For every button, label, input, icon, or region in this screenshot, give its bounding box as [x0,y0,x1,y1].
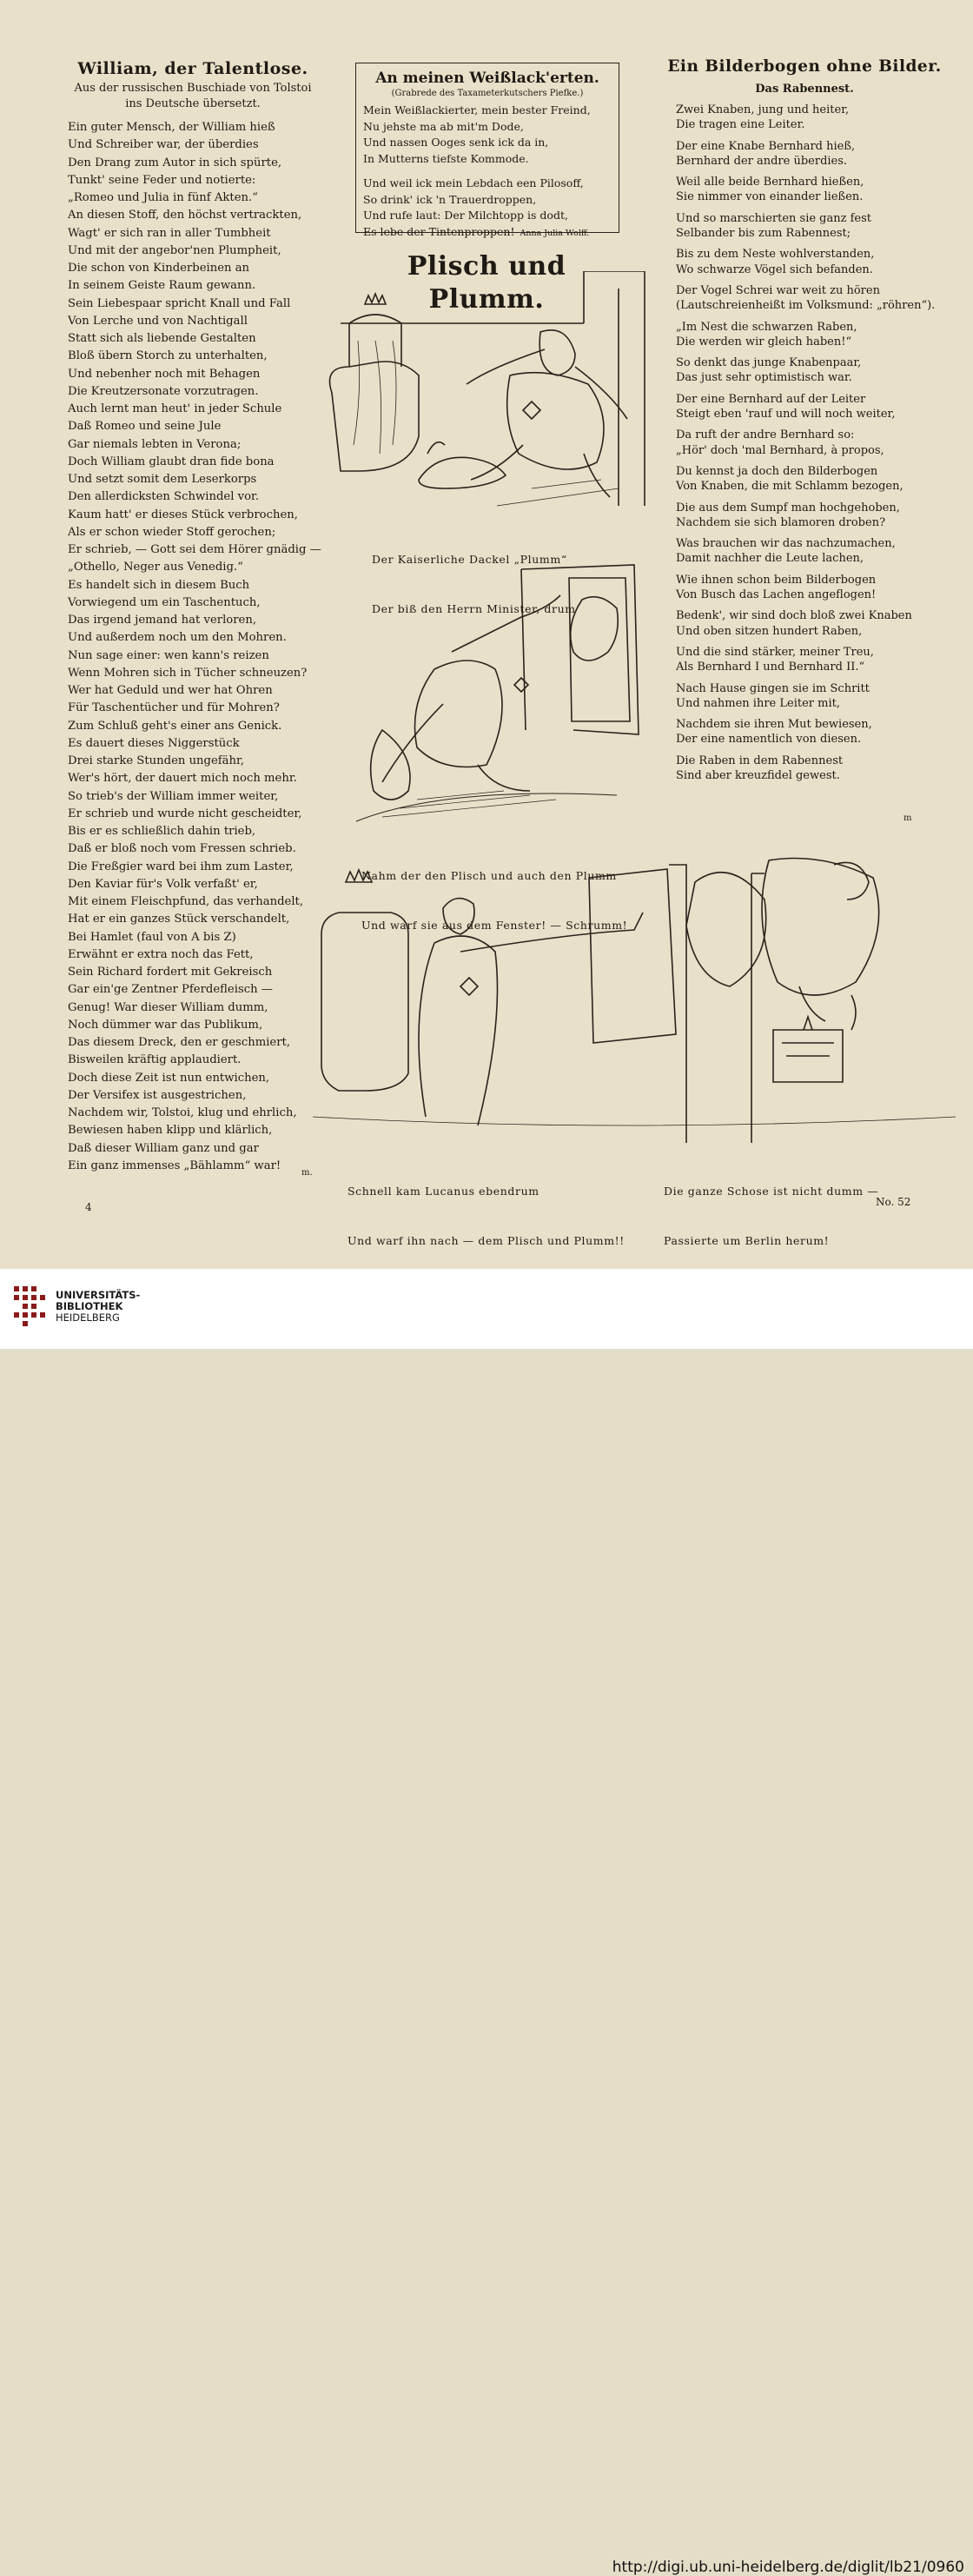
right-poem-stanza [676,428,943,458]
left-poem-line: Doch William glaubt dran fide bona [68,455,275,468]
left-poem-line: An diesen Stoff, den höchst vertrackten, [68,209,302,222]
right-poem-stanza [676,681,943,712]
left-poem-line: Doch diese Zeit ist nun entwichen, [68,1071,270,1085]
left-poem-line: Und außerdem noch um den Mohren. [68,631,287,645]
right-poem-line: Der Vogel Schrei war weit zu hören [676,283,880,297]
left-poem-line: Als er schon wieder Stoff gerochen; [68,525,276,539]
right-poem-stanza [676,573,943,603]
left-poem-line: Wer's hört, der dauert mich noch mehr. [68,772,297,786]
box-stanza-1 [363,103,612,167]
right-poem-stanza [676,211,943,242]
right-poem-line: Die aus dem Sumpf man hochgehoben, [676,501,900,515]
right-poem-stanza [676,392,943,422]
right-poem-stanza [676,283,943,314]
box-poem-line: Mein Weißlackierter, mein bester Freind, [363,103,591,116]
left-poem-line: Bewiesen haben klipp und klärlich, [68,1124,273,1138]
caption-3-line-2: Und warf ihn nach — dem Plisch und Plumm!! [348,1234,625,1247]
left-poem-line: Für Taschentücher und für Mohren? [68,701,280,715]
left-poem-line: Und setzt somit dem Leserkorps [68,473,257,486]
left-poem-line: Die Kreutzersonate vorzutragen. [68,384,259,398]
left-title: William, der Talentlose. [77,59,308,78]
left-poem-line: Und Schreiber war, der überdies [68,138,259,152]
right-poem-line: Als Bernhard I und Bernhard II.“ [676,661,865,674]
right-poem-line: Nach Hause gingen sie im Schritt [676,681,870,695]
right-poem-line: Nachdem sie ihren Mut bewiesen, [676,718,872,732]
right-poem-line: Von Busch das Lachen angeflogen! [676,588,877,602]
left-poem-line: Es handelt sich in diesem Buch [68,578,250,592]
center-title: Plisch und Plumm. [407,251,566,315]
logo-line-1: UNIVERSITÄTS- [56,1289,141,1301]
left-poem-line: Hat er ein ganzes Stück verschandelt, [68,913,290,926]
right-poem-line: Was brauchen wir das nachzumachen, [676,537,896,551]
left-subtitle-1: Aus der russischen Buschiade von Tolstoi [74,82,312,95]
right-poem-stanza [676,536,943,567]
right-poem-line: Bedenk', wir sind doch bloß zwei Knaben [676,609,912,623]
right-poem-line: Steigt eben 'rauf und will noch weiter, [676,408,896,422]
right-poem-line: Da ruft der andre Bernhard so: [676,428,855,442]
caption-4-line-2: Passierte um Berlin herum! [664,1234,830,1247]
left-poem-line: Wagt' er sich ran in aller Tumbheit [68,226,271,240]
right-poem-stanza [676,608,943,639]
box-poem-line: Und nassen Ooges senk ick da in, [363,136,549,149]
right-poem-line: Die werden wir gleich haben!“ [676,335,852,349]
logo-line-2: BIBLIOTHEK [56,1300,123,1312]
right-poem-stanza [676,754,943,784]
left-poem-line: Noch dümmer war das Publikum, [68,1018,263,1032]
right-poem-stanza [676,175,943,205]
left-poem-line: Er schrieb und wurde nicht gescheidter, [68,807,302,820]
left-poem-line: Und mit der angebor'nen Plumpheit, [68,243,281,257]
box-poem-line: So drink' ick 'n Trauerdroppen, [363,192,537,206]
left-poem-line: Er schrieb, — Gott sei dem Hörer gnädig — [68,543,321,556]
library-logo [10,1281,306,1333]
right-poem-line: Der eine Knabe Bernhard hieß, [676,139,856,153]
left-poem-line: Sein Liebespaar spricht Knall und Fall [68,296,291,310]
right-poem-line: Und oben sitzen hundert Raben, [676,624,863,638]
right-poem-stanza [676,139,943,169]
box-poem-line: Und rufe laut: Der Milchtopp is dodt, [363,209,568,222]
left-poem-line: Mit einem Fleischpfund, das verhandelt, [68,895,304,908]
illustration-dachshund-bites-minister [323,271,653,515]
left-poem-line: Nun sage einer: wen kann's reizen [68,648,269,662]
newspaper-page [0,0,973,1269]
right-poem-line: Damit nachher die Leute lachen, [676,552,864,566]
left-subtitle-2: ins Deutsche übersetzt. [125,97,261,110]
right-poem-line: Wo schwarze Vögel sich befanden. [676,262,873,276]
right-poem-line: Du kennst ja doch den Bilderbogen [676,464,878,478]
box-poem-line: In Mutterns tiefste Kommode. [363,151,529,165]
left-poem-line: Den Kaviar für's Volk verfaßt' er, [68,877,258,891]
right-poem-line: Bis zu dem Neste wohlverstanden, [676,248,875,262]
right-poem-stanza [676,103,943,133]
issue-number: No. 52 [876,1196,911,1208]
right-column [665,56,943,789]
left-poem-line: Bei Hamlet (faul von A bis Z) [68,930,236,944]
left-poem-line: Den Drang zum Autor in sich spürte, [68,156,282,169]
right-poem-line: Zwei Knaben, jung und heiter, [676,103,850,116]
box-poem-line: Und weil ick mein Lebdach een Pilosoff, [363,176,584,189]
right-poem-line: „Im Nest die schwarzen Raben, [676,320,857,334]
left-column [63,57,323,1175]
right-poem-line: Die Raben in dem Rabennest [676,754,844,767]
right-poem-stanza [676,717,943,747]
right-poem-line: Sind aber kreuzfidel gewest. [676,768,840,782]
right-poem-line: (Lautschreienheißt im Volksmund: „röhren“). [676,299,936,313]
left-poem-line: Bis er es schließlich dahin trieb, [68,825,256,838]
box-author: Anna Julia Wolff. [514,228,590,238]
left-poem-line: Daß dieser William ganz und gar [68,1141,259,1155]
left-poem-line: Die Freßgier ward bei ihm zum Laster, [68,860,294,873]
right-poem-line: Nachdem sie sich blamoren droben? [676,515,886,529]
left-poem-line: Daß Romeo und seine Jule [68,420,222,434]
left-poem-line: Es dauert dieses Niggerstück [68,736,240,750]
left-poem-line: Der Versifex ist ausgestrichen, [68,1088,247,1102]
right-poem-line: Der eine Bernhard auf der Leiter [676,392,866,406]
illustration-lucanus-kicked [313,856,956,1143]
left-poem-line: Gar niemals lebten in Verona; [68,437,242,451]
left-poem-line: Tunkt' seine Feder und notierte: [68,173,256,187]
logo-text [56,1290,140,1324]
left-poem-line: Vorwiegend um ein Taschentuch, [68,595,261,609]
left-poem-line: Drei starke Stunden ungefähr, [68,754,245,767]
right-poem-stanza [676,320,943,350]
left-poem-line: So trieb's der William immer weiter, [68,789,279,803]
right-poem [665,103,943,783]
right-poem-stanza [676,464,943,495]
caption-3 [348,1150,625,1282]
left-poem-line: Ein ganz immenses „Bählamm“ war! [68,1159,281,1172]
right-poem-line: Und nahmen ihre Leiter mit, [676,696,840,710]
logo-line-3: HEIDELBERG [56,1311,120,1324]
right-poem-stanza [676,355,943,386]
page-number: 4 [85,1201,92,1213]
left-poem-line: Erwähnt er extra noch das Fett, [68,947,254,961]
caption-3-line-1: Schnell kam Lucanus ebendrum [348,1185,539,1198]
right-poem-line: „Hör' doch 'mal Bernhard, à propos, [676,443,884,457]
right-poem-line: Sie nimmer von einander ließen. [676,190,864,204]
left-poem-line: Statt sich als liebende Gestalten [68,332,256,345]
right-title: Ein Bilderbogen ohne Bilder. [667,57,942,76]
left-poem-line: Zum Schluß geht's einer ans Genick. [68,719,282,733]
left-poem-line: Sein Richard fordert mit Gekreisch [68,966,273,979]
box-poem-line: Es lebe der Tintenproppen! Anna Julia Wolff. [363,224,590,238]
right-poem-line: Das just sehr optimistisch war. [676,371,852,385]
caption-2-line-1: Nahm der den Plisch und auch den Plumm [361,869,617,882]
right-poem-line: Von Knaben, die mit Schlamm bezogen, [676,480,904,494]
left-poem-line: Genug! War dieser William dumm, [68,1000,268,1014]
right-poem-stanza [676,645,943,675]
left-poem-line: „Romeo und Julia in fünf Akten.“ [68,191,258,204]
right-poem-line: Bernhard der andre überdies. [676,154,848,168]
caption-1-line-2: Der biß den Herrn Minister, drum [372,602,576,615]
right-poem-line: Die tragen eine Leiter. [676,118,805,132]
right-poem-line: Wie ihnen schon beim Bilderbogen [676,573,877,587]
right-subtitle: Das Rabennest. [755,83,854,96]
right-poem-line: Der eine namentlich von diesen. [676,733,862,747]
box-poem-line: Nu jehste ma ab mit'm Dode, [363,119,524,133]
digitization-url[interactable]: http://digi.ub.uni-heidelberg.de/diglit/lb21/0960 [612,2559,964,2576]
box-title: An meinen Weißlack'erten. [375,70,599,87]
caption-4 [664,1150,878,1282]
left-poem-line: In seinem Geiste Raum gewann. [68,279,256,293]
right-poem-stanza [676,247,943,277]
digitization-footer [0,1269,973,2576]
left-poem [63,119,323,1175]
right-poem-line: Weil alle beide Bernhard hießen, [676,176,864,189]
box-subtitle: (Grabrede des Taxameterkutschers Piefke.) [391,89,584,98]
left-poem-line: „Othello, Neger aus Venedig.“ [68,561,243,574]
left-poem-line: Gar ein'ge Zentner Pferdefleisch — [68,983,273,997]
box-stanza-2 [363,176,612,242]
left-poem-line: Ein guter Mensch, der William hieß [68,121,275,134]
right-poem-line: So denkt das junge Knabenpaar, [676,356,862,370]
left-poem-line: Von Lerche und von Nachtigall [68,314,248,328]
left-poem-line: Daß er bloß noch vom Fressen schrieb. [68,842,296,856]
left-poem-line: Nachdem wir, Tolstoi, klug und ehrlich, [68,1106,297,1119]
left-poem-line: Wenn Mohren sich in Tücher schneuzen? [68,666,308,680]
left-poem-line: Die schon von Kinderbeinen an [68,262,250,275]
university-seal-icon [10,1283,49,1330]
left-poem-line: Bloß übern Storch zu unterhalten, [68,349,268,363]
right-poem-line: Selbander bis zum Rabennest; [676,227,851,241]
caption-4-line-1: Die ganze Schose ist nicht dumm — [664,1185,879,1198]
left-poem-line: Den allerdicksten Schwindel vor. [68,490,260,504]
left-poem-line: Das irgend jemand hat verloren, [68,614,257,627]
left-poem-line: Wer hat Geduld und wer hat Ohren [68,684,273,697]
caption-2-line-2: Und warf sie aus dem Fenster! — Schrumm! [361,919,628,932]
box-poem [355,63,619,238]
left-poem-line: Kaum hatt' er dieses Stück verbrochen, [68,508,298,521]
left-poem-line: Bisweilen kräftig applaudiert. [68,1053,242,1067]
caption-1-line-1: Der Kaiserliche Dackel „Plumm“ [372,553,567,566]
right-poem-stanza [676,501,943,531]
left-poem-line: Und nebenher noch mit Behagen [68,367,261,381]
left-poem-line: Das diesem Dreck, den er geschmiert, [68,1036,291,1049]
right-signature: m [904,813,912,823]
right-poem-line: Und so marschierten sie ganz fest [676,211,871,225]
illustration-thrown-out-window [348,556,643,834]
left-poem-line: Auch lernt man heut' in jeder Schule [68,402,282,415]
right-poem-line: Und die sind stärker, meiner Treu, [676,645,874,659]
left-signature: m. [301,1168,313,1178]
